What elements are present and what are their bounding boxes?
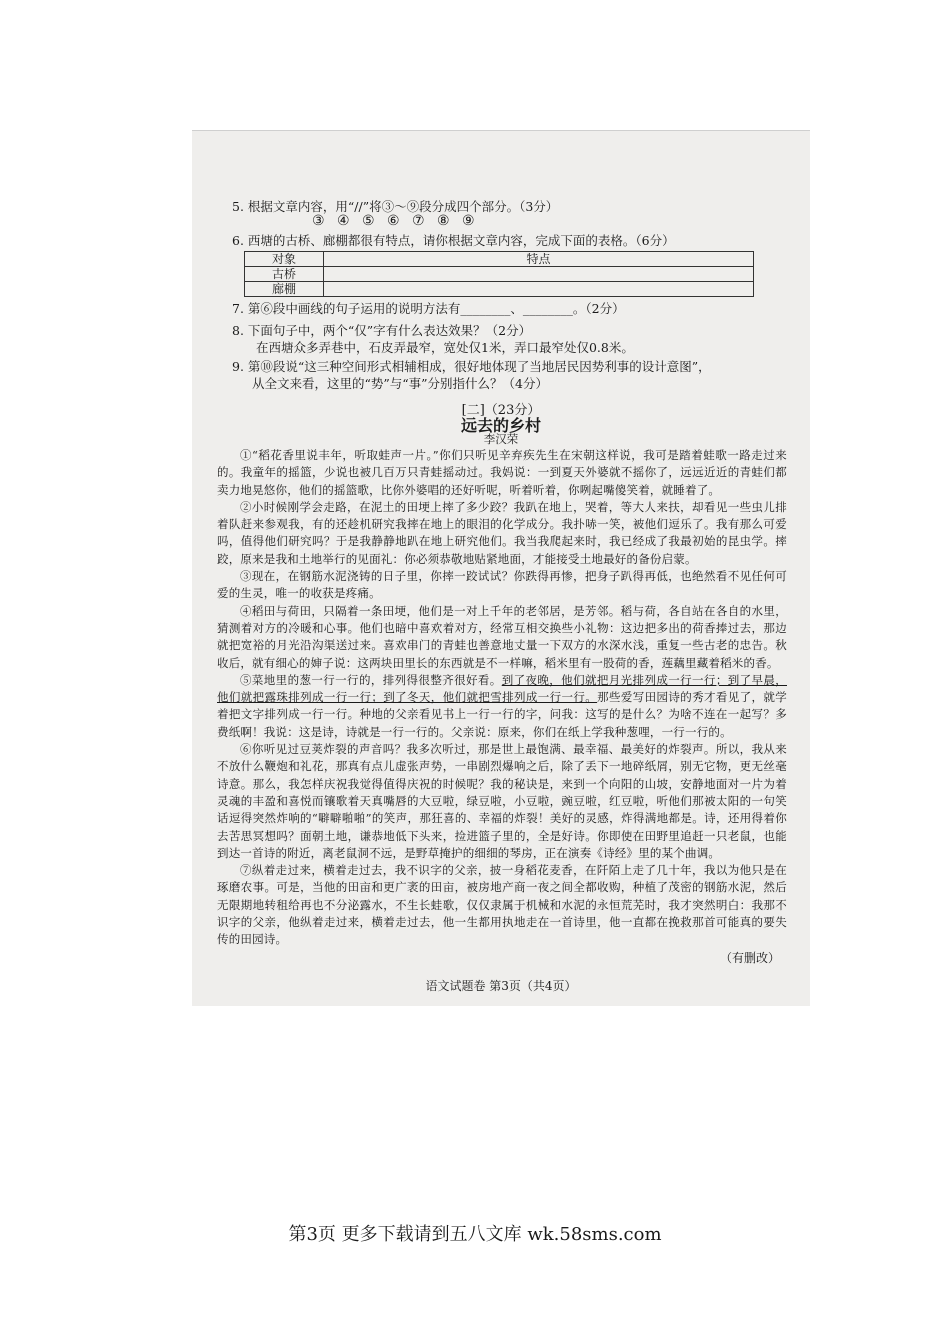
- paragraph-5: [217, 672, 787, 741]
- question-9-line-2: 从全文来看，这里的“势”与“事”分别指什么？（4分）: [252, 376, 549, 391]
- table-cell-feature[interactable]: [324, 282, 754, 297]
- paragraph-5-lead: ⑤菜地里的葱一行一行的，排列得很整齐很好看。: [240, 672, 502, 687]
- section-label: [二]（23分）: [461, 403, 541, 418]
- table-header-object: 对象: [245, 252, 324, 267]
- table-row: [245, 267, 754, 282]
- question-5: 5. 根据文章内容，用“//”将③～⑨段分成四个部分。（3分）: [232, 199, 559, 214]
- question-6: 6. 西塘的古桥、廊棚都很有特点，请你根据文章内容，完成下面的表格。（6分）: [232, 233, 675, 248]
- paragraph-6: ⑥你听见过豆荚炸裂的声音吗？我多次听过，那是世上最饱满、最幸福、最美好的炸裂声。所以，我从来不放什么鞭炮和礼花，那真有点儿虚张声势，一串剧烈爆响之后，除了丢下一地碎纸屑，别无它物，更无丝毫诗意。那么，我怎样庆祝我觉得值得庆祝的时候呢？我的秘诀是，来到一个向阳的山坡，安静地面对一片为着灵魂的丰盈和喜悦而镶歌着天真嘴唇的大豆啦，绿豆啦，小豆啦，豌豆啦，红豆啦，听他们那被太阳的一句笑话逗得突然炸响的“噼噼啪啪”的笑声，那狂喜的、幸福的炸裂！美好的灵感，炸得满地都是。诗，还用得着你去苦思冥想吗？面朝土地，谦恭地低下头来，捡进篮子里的，全是好诗。你即使在田野里追赶一只老鼠，也能到达一首诗的附近，离老鼠洞不远，是野草掩护的细细的琴房，正在演奏《诗经》里的某个曲调。: [217, 742, 787, 860]
- question-7: 7. 第⑥段中画线的句子运用的说明方法有________、________。（2分）: [232, 301, 625, 316]
- question-8-sentence: 在西塘众多弄巷中，石皮弄最窄，宽处仅1米，弄口最窄处仅0.8米。: [256, 340, 634, 355]
- table-header-feature: 特点: [324, 252, 754, 267]
- download-footer: 第3页 更多下载请到五八文库 wk.58sms.com: [288, 1224, 662, 1245]
- question-5-choices: ③ ④ ⑤ ⑥ ⑦ ⑧ ⑨: [312, 213, 475, 229]
- page-label: 语文试题卷 第3页（共4页）: [425, 979, 577, 993]
- question-9-line-1: 9. 第⑩段说“这三种空间形式相辅相成，很好地体现了当地居民因势利事的设计意图”，: [232, 359, 711, 374]
- paragraph-7: ⑦纵着走过来，横着走过去，我不识字的父亲，披一身稻花麦香，在阡陌上走了几十年，我以为他只是在琢磨农事。可是，当他的田亩和更广袤的田亩，被房地产商一夜之间全都收购，种植了茂密的钢筋水泥，然后无限期地转租给再也不分泌露水，不生长蛙歌，仅仅隶属于机械和水泥的永恒荒芜时，我才突然明白：我那不识字的父亲，他纵着走过来，横着走过去，他一生都用执地走在一首诗里，他一直都在挽救那首可能真的要失传的田园诗。: [217, 863, 787, 947]
- paragraph-1: ①“稻花香里说丰年，听取蛙声一片。”你们只听见辛弃疾先生在宋朝这样说，我可是踏着蛙歌一路走过来的。我童年的摇篮，少说也被几百万只青蛙摇动过。我妈说：一到夏天外婆就不摇你了，远远近近的青蛙们都卖力地晃悠你，他们的摇篮歌，比你外婆唱的还好听呢，听着听着，你咧起嘴傻笑着，就睡着了。: [217, 448, 787, 497]
- table-cell-object: 古桥: [245, 267, 324, 282]
- feature-table: [244, 251, 754, 297]
- bleed-through-text: [212, 193, 216, 206]
- paragraph-3: ③现在，在钢筋水泥浇铸的日子里，你摔一跤试试？你跌得再惨，把身子趴得再低，也绝然看不见任何可爱的生灵，唯一的收获是疼痛。: [217, 569, 787, 601]
- question-8: 8. 下面句子中，两个“仅”字有什么表达效果？（2分）: [232, 323, 532, 338]
- scanned-exam-page: [192, 130, 810, 1006]
- paragraph-5-underlined: 到了夜晚，他们就把月光排列成一行一行；到了早晨，他们就把露珠排列成一行一行；到了冬天，他们就把雪排列成一行一行。: [217, 672, 787, 705]
- article-title: 远去的乡村: [460, 416, 541, 435]
- paragraph-5-rest: 那些爱写田园诗的秀才看见了，就学着把文字排列成一行一行。种地的父亲看见书上一行一行的字，问我：这写的是什么？为啥不连在一起写？多费纸啊！我说：这是诗，诗就是一行一行的。父亲说：原来，你们在纸上学我种葱哩，一行一行的。: [217, 690, 787, 739]
- article-body: [217, 447, 787, 949]
- table-cell-object: 廊棚: [245, 282, 324, 297]
- paragraph-2: ②小时候刚学会走路，在泥土的田埂上摔了多少跤？我趴在地上，哭着，等大人来扶，却看见一些虫儿排着队赶来参观我，有的还趁机研究我摔在地上的眼泪的化学成分。我扑哧一笑，被他们逗乐了。我有那么可爱吗，值得他们研究吗？于是我静静地趴在地上研究他们。我当我爬起来时，我已经成了我最初始的昆虫学。摔跤，原来是我和土地举行的见面礼：你必须恭敬地贴紧地面，才能接受土地最好的备份启蒙。: [217, 499, 787, 566]
- note-deleted: （有删改）: [719, 951, 780, 965]
- table-header-row: [245, 252, 754, 267]
- article-author: 李汉荣: [483, 432, 519, 446]
- paragraph-4: ④稻田与荷田，只隔着一条田埂，他们是一对上千年的老邻居，是芳邻。稻与荷，各自站在各自的水里，猜测着对方的冷暖和心事。他们也暗中喜欢着对方，经常互相交换些小礼物：这边把多出的荷香捧过去，那边就把宽裕的月光沿沟渠送过来。喜欢串门的青蛙也善意地丈量一下双方的水深水浅，重复一些古老的忠告。秋收后，就有细心的婶子说：这两块田里长的东西就是不一样嘛，稻米里有一股荷的香，莲藕里藏着稻米的香。: [217, 603, 787, 670]
- table-row: [245, 282, 754, 297]
- table-cell-feature[interactable]: [324, 267, 754, 282]
